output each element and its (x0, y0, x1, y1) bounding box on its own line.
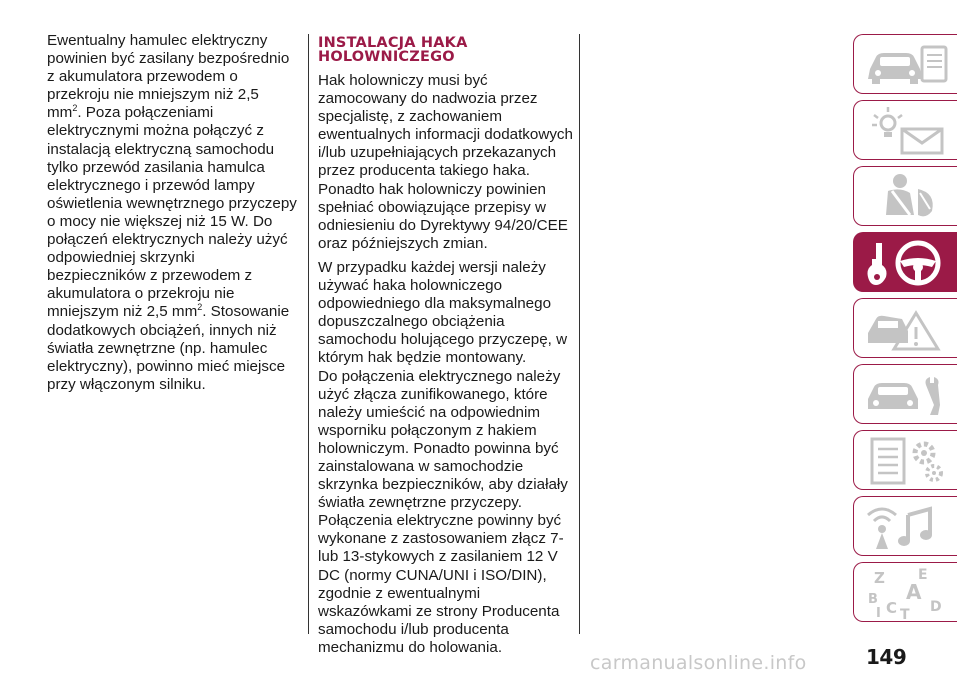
tab-dashboard[interactable] (853, 34, 957, 94)
index-letter: B (868, 592, 878, 607)
radio-music-icon (862, 501, 952, 553)
tab-warning-lights[interactable] (853, 100, 957, 160)
left-column (47, 32, 297, 394)
tab-safety[interactable] (853, 166, 957, 226)
spec-sheet-gears-icon (862, 435, 952, 487)
emergency-car-icon (862, 303, 952, 355)
alphabetical-index-icon (862, 567, 952, 619)
text-run: . Poza połączeniami elektrycznymi można połączyć z instalacją elektryczną samochodu tylko przewód zasilania hamulca elektrycznego i przewód lampy oświetlenia wewnętrznego przyczepy o mocy nie większej niż 15 W. Do połączeń elektrycznych należy użyć odpowiedniej skrzynki bezpieczników z przewodem z akumulatora o przekroju nie mniejszym niż 2,5 mm (47, 104, 297, 321)
chapter-tabs (853, 34, 960, 628)
index-letter: A (906, 580, 922, 604)
left-paragraph (47, 32, 297, 394)
index-letter: E (918, 567, 928, 583)
key-steering-wheel-icon (862, 237, 952, 289)
index-letter: Z (874, 569, 885, 587)
column-divider (579, 34, 580, 634)
watermark: carmanualsonline.info (590, 652, 807, 674)
paragraph-1: Hak holowniczy musi być zamocowany do nadwozia przez specjalistę, z zachowaniem ewentualnych informacji dodatkowych i/lub uzupełniających przekazanych przez producenta takiego haka. Ponadto hak holowniczy powinien spełniać obowiązujące przepisy w odniesieniu do Dyrektywy 94/20/CEE oraz późniejszych zmian. (318, 72, 573, 252)
tab-index[interactable] (853, 562, 957, 622)
tab-technical-data[interactable] (853, 430, 957, 490)
index-letter: D (930, 599, 942, 615)
tab-multimedia[interactable] (853, 496, 957, 556)
index-letter: T (900, 607, 910, 619)
car-wrench-icon (862, 369, 952, 421)
car-dashboard-icon (862, 39, 952, 91)
tab-starting-driving[interactable] (853, 232, 957, 292)
column-divider (308, 34, 309, 634)
section-heading (318, 36, 576, 64)
text-run: Ewentualny hamulec elektryczny powinien być zasilany bezpośrednio z akumulatora przewodem o przekroju nie mniejszym niż 2,5 mm (47, 32, 290, 122)
tab-maintenance[interactable] (853, 364, 957, 424)
superscript: 2 (197, 302, 203, 313)
heading-line: INSTALACJA HAKA (318, 35, 468, 51)
warning-light-message-icon (862, 105, 952, 157)
index-letter: I (876, 606, 881, 619)
index-letter: C (886, 599, 898, 617)
page-number: 149 (866, 645, 907, 669)
text-run: . Stosowanie dodatkowych obciążeń, innych niż światła zewnętrzne (np. hamulec elektryczny), powinno mieć miejsce przy włączonym silniku. (47, 303, 290, 393)
heading-line: HOLOWNICZEGO (318, 49, 455, 65)
middle-column (318, 32, 576, 657)
tab-emergency[interactable] (853, 298, 957, 358)
paragraph-3: Do połączenia elektrycznego należy użyć złącza zunifikowanego, które należy umieścić na odpowiednim wsporniku połączonym z hakiem holowniczym. Ponadto powinna być zainstalowana w samochodzie skrzynka bezpieczników, aby działały światła zewnętrzne przyczepy. Połączenia elektryczne powinny być wykonane z zastosowaniem złącz 7- lub 13-stykowych z zasilaniem 12 V DC (normy CUNA/UNI i ISO/DIN), zgodnie z ewentualnymi wskazówkami ze strony Producenta samochodu i/lub producenta mechanizmu do holowania. (318, 367, 568, 656)
superscript: 2 (72, 103, 78, 114)
seatbelt-airbag-icon (862, 171, 952, 223)
paragraph-2: W przypadku każdej wersji należy używać haka holowniczego odpowiedniego dla maksymalnego dopuszczalnego obciążenia samochodu holującego przyczepę, w którym hak będzie montowany. (318, 258, 568, 367)
